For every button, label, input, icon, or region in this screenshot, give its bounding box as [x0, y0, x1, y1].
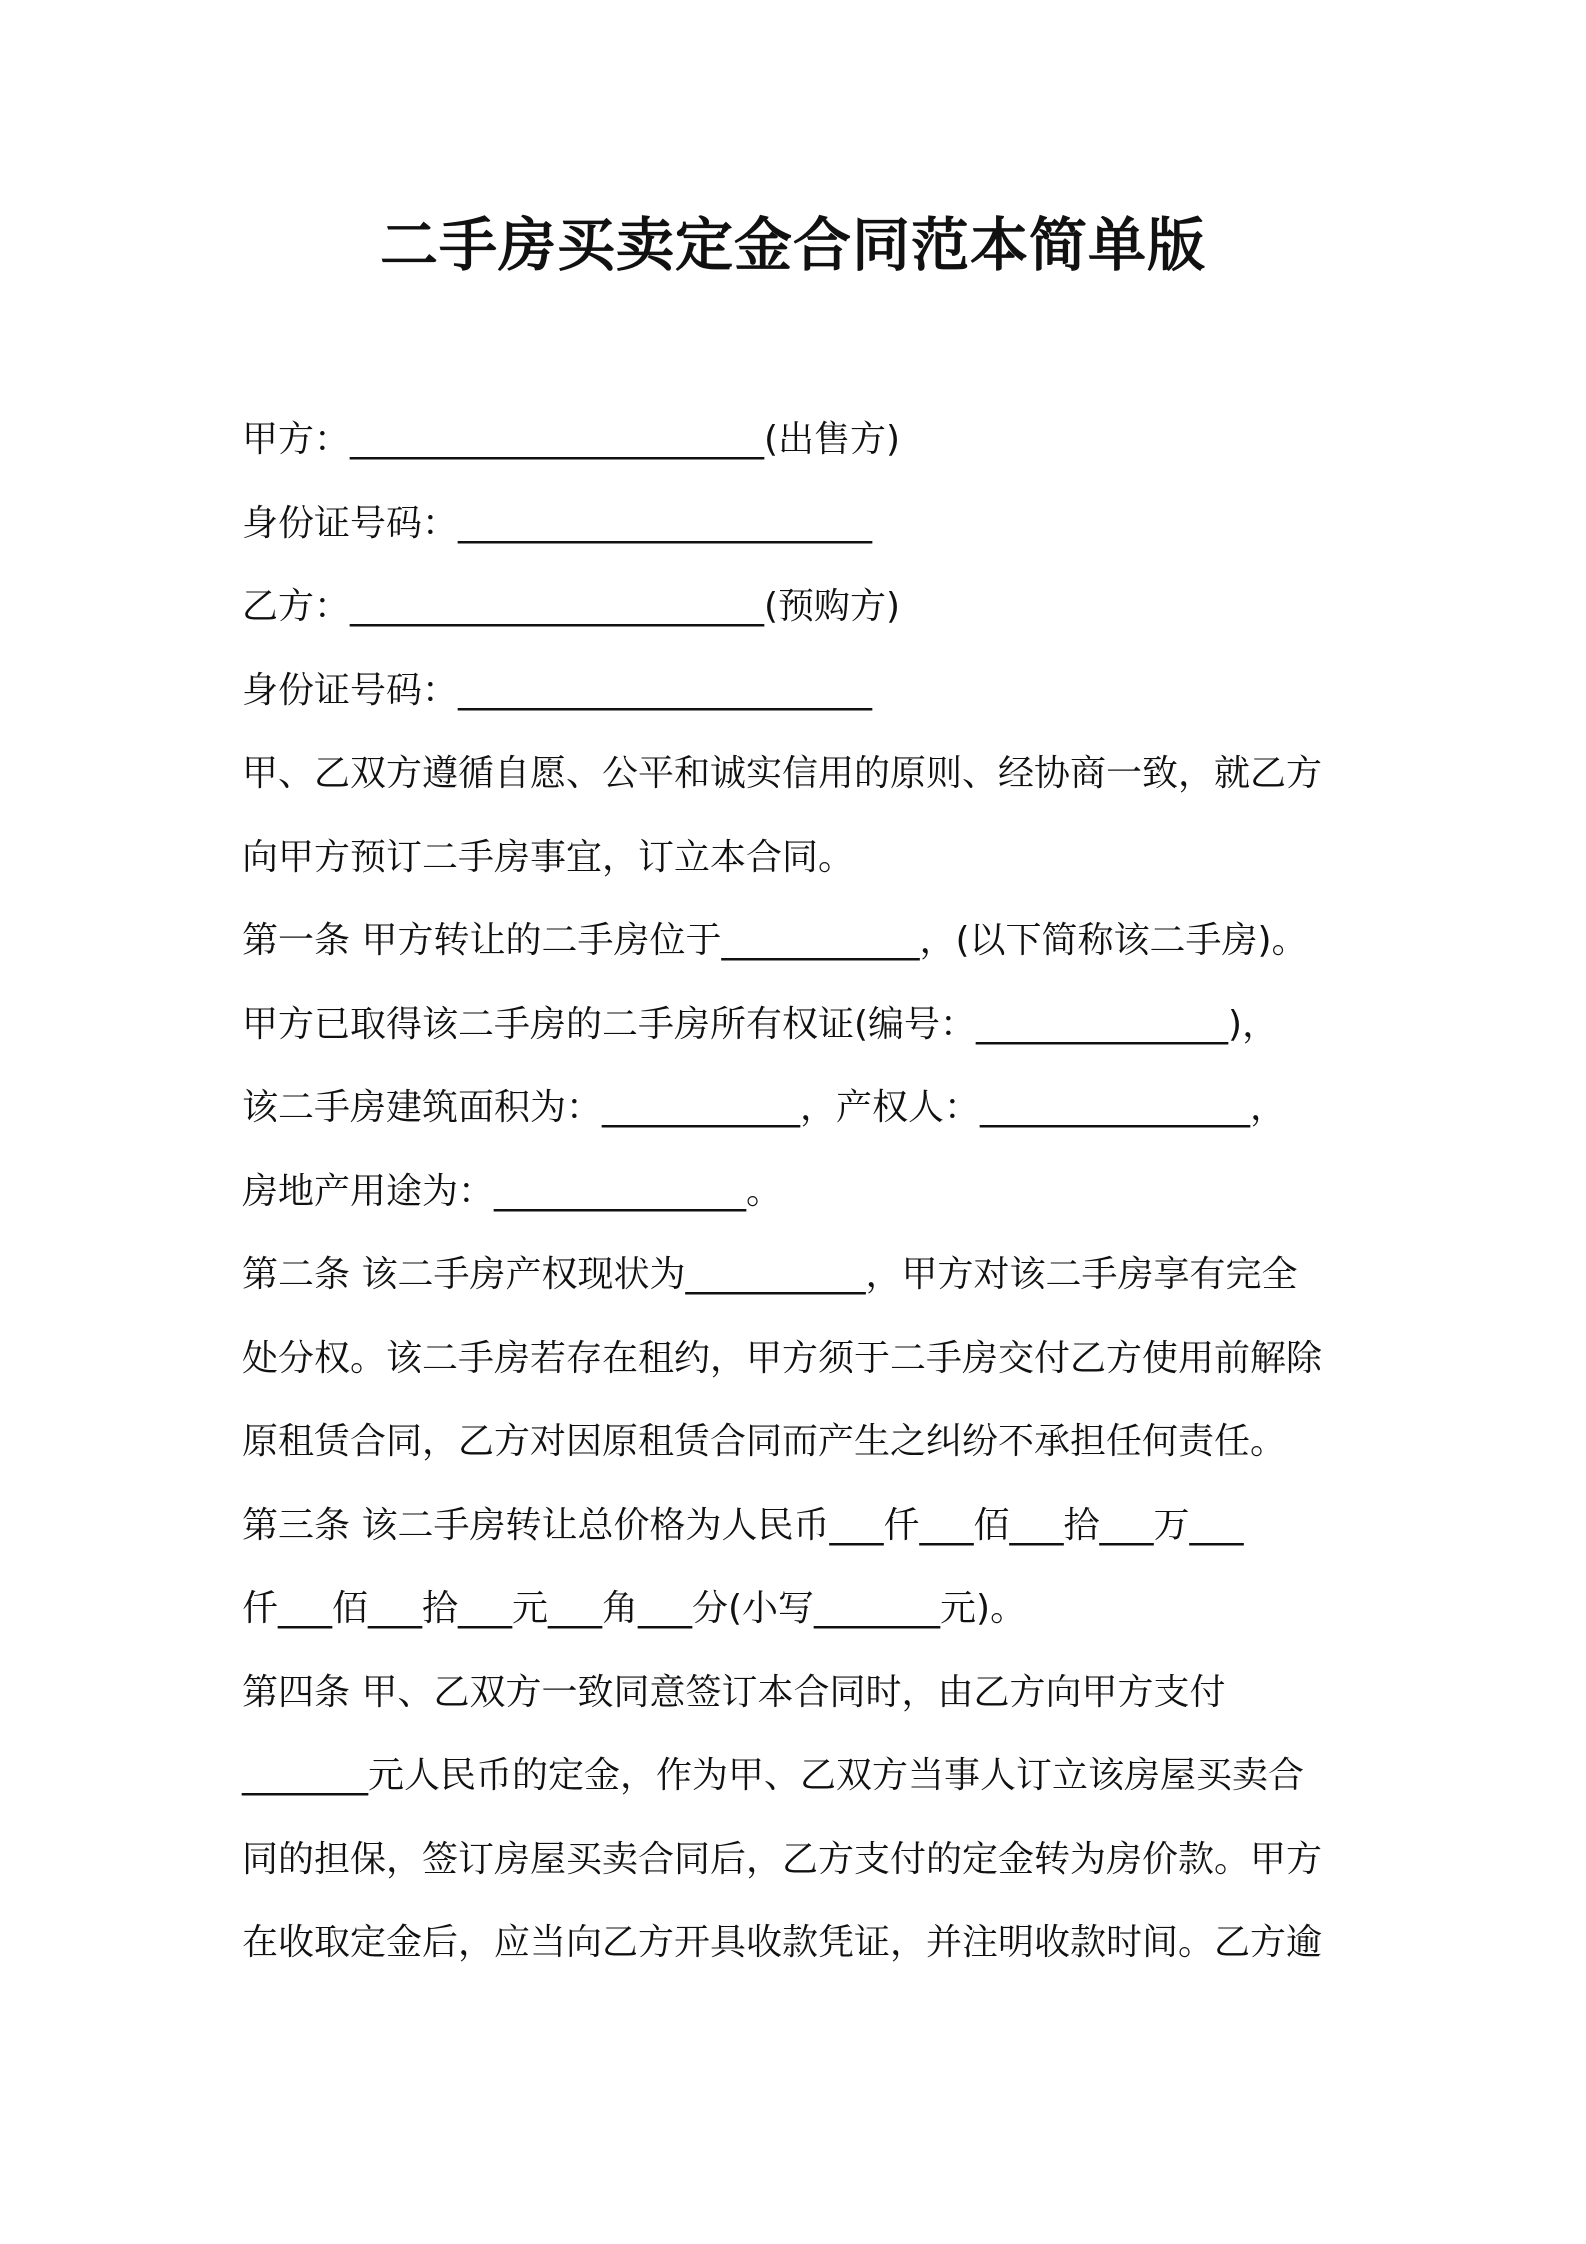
article-4-line-4: 在收取定金后，应当向乙方开具收款凭证，并注明收款时间。乙方逾 [242, 1922, 1323, 1963]
party-b-line: 乙方：_______________________(预购方) [242, 586, 901, 627]
article-4-line-2: _______元人民币的定金，作为甲、乙双方当事人订立该房屋买卖合 [242, 1755, 1305, 1796]
preamble-line-2: 向甲方预订二手房事宜，订立本合同。 [242, 836, 855, 878]
party-a-line: 甲方：_______________________(出售方) [242, 419, 901, 460]
article-3-line-1: 第三条 该二手房转让总价格为人民币___仟___佰___拾___万___ [242, 1504, 1244, 1546]
article-1-line-2: 甲方已取得该二手房的二手房所有权证(编号：______________)， [242, 1003, 1279, 1045]
article-4-line-1: 第四条 甲、乙双方一致同意签订本合同时，由乙方向甲方支付 [242, 1671, 1226, 1713]
article-1-line-1: 第一条 甲方转让的二手房位于___________，(以下简称该二手房)。 [242, 920, 1308, 961]
article-1-line-3: 该二手房建筑面积为：___________，产权人：_______________， [242, 1087, 1287, 1128]
party-a-id-line: 身份证号码：_______________________ [242, 502, 873, 544]
article-2-line-1: 第二条 该二手房产权现状为__________，甲方对该二手房享有完全 [242, 1254, 1298, 1295]
article-2-line-2: 处分权。该二手房若存在租约，甲方须于二手房交付乙方使用前解除 [242, 1337, 1323, 1379]
article-1-line-4: 房地产用途为：______________。 [242, 1170, 783, 1212]
article-2-line-3: 原租赁合同，乙方对因原租赁合同而产生之纠纷不承担任何责任。 [242, 1421, 1287, 1462]
document-body [242, 398, 1382, 1985]
party-b-id-line: 身份证号码：_______________________ [242, 669, 873, 711]
article-4-line-3: 同的担保，签订房屋买卖合同后，乙方支付的定金转为房价款。甲方 [242, 1838, 1323, 1880]
preamble-line-1: 甲、乙双方遵循自愿、公平和诚实信用的原则、经协商一致，就乙方 [242, 753, 1323, 794]
article-3-line-2: 仟___佰___拾___元___角___分(小写_______元)。 [242, 1588, 1027, 1629]
document-title: 二手房买卖定金合同范本简单版 [379, 211, 1206, 279]
